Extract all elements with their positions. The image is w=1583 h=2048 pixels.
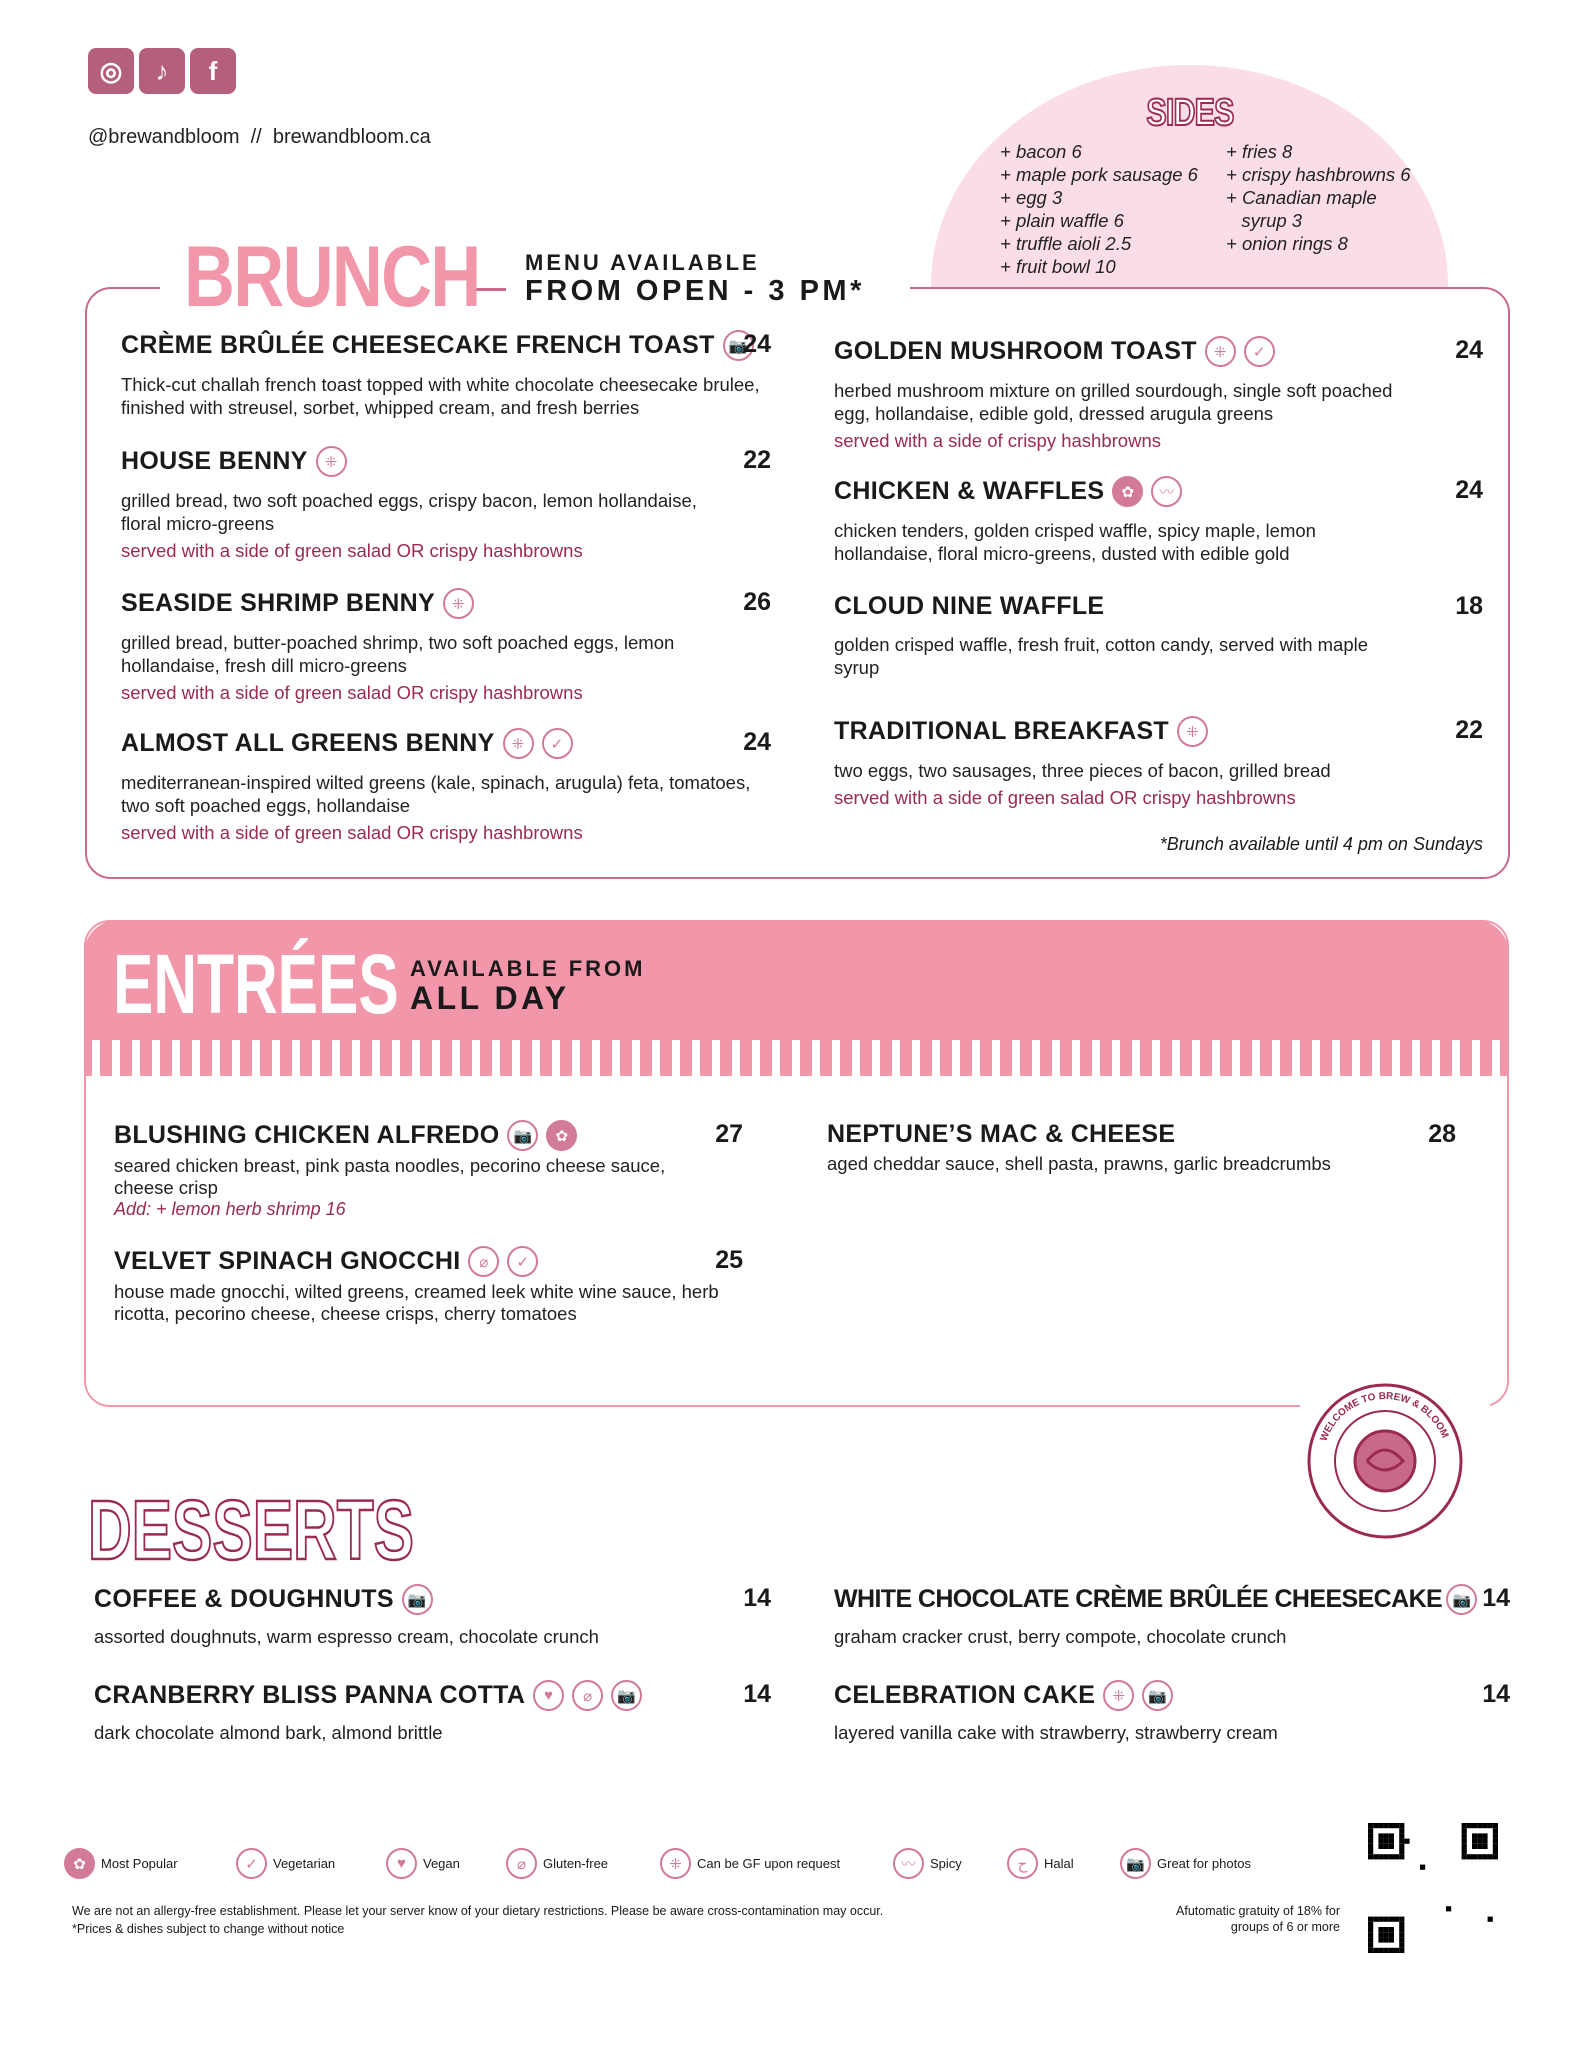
item-name-row bbox=[827, 1120, 1456, 1149]
brunch-item bbox=[834, 716, 1483, 809]
item-description: chicken tenders, golden crisped waffle, spicy maple, lemon hollandaise, floral micro-greens, dusted with edible gold bbox=[834, 520, 1316, 564]
desserts-item bbox=[834, 1680, 1510, 1744]
item-name: VELVET SPINACH GNOCCHI bbox=[114, 1247, 461, 1275]
legend-label: Vegetarian bbox=[273, 1856, 336, 1871]
legend-label: Gluten-free bbox=[543, 1856, 609, 1871]
vegan-icon: ♥ bbox=[386, 1848, 417, 1879]
item-price: 24 bbox=[743, 330, 771, 358]
item-price: 14 bbox=[743, 1584, 771, 1612]
item-name: TRADITIONAL BREAKFAST bbox=[834, 717, 1169, 745]
gf-request-icon: ⁜ bbox=[316, 446, 347, 477]
item-price: 25 bbox=[715, 1246, 743, 1274]
social-handle[interactable]: @brewandbloom // brewandbloom.ca bbox=[88, 126, 431, 148]
badge-text: WELCOME TO BREW & BLOOM bbox=[1318, 1390, 1451, 1443]
item-description: Thick-cut challah french toast topped with white chocolate cheesecake brulee, finished with streusel, sorbet, whipped cream, and fresh berries bbox=[121, 374, 760, 418]
camera-icon: 📷 bbox=[1120, 1848, 1151, 1879]
brunch-note: *Brunch available until 4 pm on Sundays bbox=[1159, 834, 1483, 854]
brunch-item bbox=[834, 476, 1483, 565]
sides-list-1 bbox=[1000, 140, 1198, 278]
legend-label: Great for photos bbox=[1157, 1856, 1251, 1871]
item-price: 14 bbox=[1482, 1680, 1510, 1708]
item-name-row bbox=[94, 1680, 771, 1711]
item-name-row bbox=[121, 446, 771, 477]
item-price: 28 bbox=[1428, 1120, 1456, 1148]
item-name-row bbox=[121, 728, 771, 759]
halal-icon: ح bbox=[1007, 1848, 1038, 1879]
gluten-free-icon: ⌀ bbox=[572, 1680, 603, 1711]
sides-title: SIDES bbox=[1146, 92, 1234, 134]
facebook-icon[interactable]: f bbox=[190, 48, 236, 94]
side-item: + truffle aioli 2.5 bbox=[1000, 233, 1132, 254]
item-name: WHITE CHOCOLATE CRÈME BRÛLÉE CHEESECAKE bbox=[834, 1585, 1443, 1613]
item-description: two eggs, two sausages, three pieces of bacon, grilled bread bbox=[834, 760, 1331, 781]
desserts-item bbox=[834, 1584, 1510, 1648]
gf-request-icon: ⁜ bbox=[1177, 716, 1208, 747]
price-notice: *Prices & dishes subject to change without notice bbox=[72, 1922, 345, 1936]
item-price: 24 bbox=[1455, 336, 1483, 364]
item-name-row bbox=[834, 1680, 1510, 1711]
brunch-hours: FROM OPEN - 3 PM* bbox=[525, 275, 865, 307]
item-name-row bbox=[114, 1246, 743, 1277]
legend-item bbox=[660, 1848, 840, 1879]
item-price: 14 bbox=[1482, 1584, 1510, 1612]
item-price: 27 bbox=[715, 1120, 743, 1148]
item-price: 14 bbox=[743, 1680, 771, 1708]
brunch-item bbox=[121, 588, 771, 704]
legend-label: Spicy bbox=[930, 1856, 962, 1871]
brunch-item bbox=[121, 446, 771, 562]
item-description: house made gnocchi, wilted greens, creamed leek white wine sauce, herb ricotta, pecorino cheese, cheese crisps, cherry tomatoes bbox=[114, 1281, 719, 1324]
side-item: + plain waffle 6 bbox=[1000, 210, 1124, 231]
brunch-title: BRUNCH bbox=[184, 229, 480, 325]
side-item: + Canadian maple bbox=[1226, 187, 1377, 208]
item-name: CLOUD NINE WAFFLE bbox=[834, 592, 1105, 620]
item-price: 24 bbox=[1455, 476, 1483, 504]
brunch-item bbox=[121, 728, 771, 844]
camera-icon: 📷 bbox=[1142, 1680, 1173, 1711]
item-name: SEASIDE SHRIMP BENNY bbox=[121, 589, 435, 617]
legend-item bbox=[64, 1848, 178, 1879]
camera-icon: 📷 bbox=[611, 1680, 642, 1711]
gf-request-icon: ⁜ bbox=[443, 588, 474, 619]
desserts-title: DESSERTS bbox=[88, 1483, 415, 1577]
entrees-item bbox=[827, 1120, 1456, 1175]
item-name-row bbox=[94, 1584, 771, 1615]
camera-icon: 📷 bbox=[1446, 1584, 1477, 1615]
served-with-note: served with a side of green salad OR crispy hashbrowns bbox=[121, 822, 583, 843]
tiktok-icon[interactable]: ♪ bbox=[139, 48, 185, 94]
served-with-note: served with a side of green salad OR crispy hashbrowns bbox=[121, 540, 583, 561]
item-price: 26 bbox=[743, 588, 771, 616]
add-on-note: Add: + lemon herb shrimp 16 bbox=[114, 1199, 346, 1219]
popular-icon: ✿ bbox=[64, 1848, 95, 1879]
item-description: graham cracker crust, berry compote, chocolate crunch bbox=[834, 1626, 1287, 1647]
side-item: + onion rings 8 bbox=[1226, 233, 1348, 254]
stripes-decoration bbox=[92, 1040, 1502, 1076]
item-name: NEPTUNE’S MAC & CHEESE bbox=[827, 1120, 1176, 1148]
popular-icon: ✿ bbox=[546, 1120, 577, 1151]
side-item: syrup 3 bbox=[1226, 210, 1303, 231]
item-name-row bbox=[834, 476, 1483, 507]
item-name-row bbox=[834, 716, 1483, 747]
item-name: BLUSHING CHICKEN ALFREDO bbox=[114, 1121, 500, 1149]
legend-item bbox=[893, 1848, 962, 1879]
served-with-note: served with a side of green salad OR crispy hashbrowns bbox=[834, 787, 1296, 808]
gf-request-icon: ⁜ bbox=[1205, 336, 1236, 367]
legend-item bbox=[386, 1848, 460, 1879]
entrees-subtitle: AVAILABLE FROM bbox=[410, 956, 646, 981]
entrees-item bbox=[114, 1120, 743, 1220]
side-item: + egg 3 bbox=[1000, 187, 1063, 208]
item-name-row bbox=[834, 1584, 1510, 1615]
item-name: HOUSE BENNY bbox=[121, 447, 308, 475]
gf-request-icon: ⁜ bbox=[503, 728, 534, 759]
entrees-title: ENTRÉES bbox=[113, 937, 399, 1031]
vegan-icon: ♥ bbox=[533, 1680, 564, 1711]
item-name-row bbox=[121, 588, 771, 619]
item-name-row bbox=[834, 592, 1483, 621]
welcome-badge-logo bbox=[1305, 1381, 1465, 1541]
qr-code[interactable] bbox=[1368, 1823, 1498, 1953]
brunch-item bbox=[834, 336, 1483, 452]
gluten-free-icon: ⌀ bbox=[468, 1246, 499, 1277]
side-item: + fruit bowl 10 bbox=[1000, 256, 1116, 277]
legend-label: Most Popular bbox=[101, 1856, 178, 1871]
item-description: grilled bread, butter-poached shrimp, two soft poached eggs, lemon hollandaise, fresh dill micro-greens bbox=[121, 632, 675, 676]
legend-item bbox=[1007, 1848, 1074, 1879]
item-description: assorted doughnuts, warm espresso cream, chocolate crunch bbox=[94, 1626, 599, 1647]
legend-item bbox=[1120, 1848, 1251, 1879]
popular-icon: ✿ bbox=[1112, 476, 1143, 507]
gluten-free-icon: ⌀ bbox=[506, 1848, 537, 1879]
gf-request-icon: ⁜ bbox=[1103, 1680, 1134, 1711]
camera-icon: 📷 bbox=[723, 330, 754, 361]
item-description: aged cheddar sauce, shell pasta, prawns, garlic breadcrumbs bbox=[827, 1153, 1331, 1174]
served-with-note: served with a side of green salad OR crispy hashbrowns bbox=[121, 682, 583, 703]
legend-label: Vegan bbox=[423, 1856, 460, 1871]
side-item: + crispy hashbrowns 6 bbox=[1226, 164, 1411, 185]
sides-list-2 bbox=[1226, 140, 1411, 255]
item-price: 18 bbox=[1455, 592, 1483, 620]
item-name-row bbox=[834, 336, 1483, 367]
item-description: golden crisped waffle, fresh fruit, cotton candy, served with maple syrup bbox=[834, 634, 1369, 678]
spicy-icon: 〰 bbox=[893, 1848, 924, 1879]
legend-label: Can be GF upon request bbox=[697, 1856, 841, 1871]
brunch-subtitle: MENU AVAILABLE bbox=[525, 250, 760, 275]
item-name: GOLDEN MUSHROOM TOAST bbox=[834, 337, 1197, 365]
item-price: 22 bbox=[1455, 716, 1483, 744]
item-name: ALMOST ALL GREENS BENNY bbox=[121, 729, 495, 757]
item-description: mediterranean-inspired wilted greens (kale, spinach, arugula) feta, tomatoes, two soft poached eggs, hollandaise bbox=[121, 772, 751, 816]
item-name: CRÈME BRÛLÉE CHEESECAKE FRENCH TOAST bbox=[121, 331, 715, 359]
brunch-item bbox=[121, 330, 771, 419]
item-price: 24 bbox=[743, 728, 771, 756]
desserts-item bbox=[94, 1680, 771, 1744]
item-price: 22 bbox=[743, 446, 771, 474]
item-description: layered vanilla cake with strawberry, strawberry cream bbox=[834, 1722, 1278, 1743]
side-item: + maple pork sausage 6 bbox=[1000, 164, 1198, 185]
camera-icon: 📷 bbox=[507, 1120, 538, 1151]
vegetarian-icon: ✓ bbox=[1244, 336, 1275, 367]
entrees-hours: ALL DAY bbox=[410, 980, 570, 1016]
side-item: + bacon 6 bbox=[1000, 141, 1082, 162]
gratuity-notice: Afutomatic gratuity of 18% for groups of 6 or more bbox=[1176, 1904, 1340, 1934]
camera-icon: 📷 bbox=[402, 1584, 433, 1615]
item-description: seared chicken breast, pink pasta noodles, pecorino cheese sauce, cheese crisp bbox=[114, 1155, 666, 1198]
served-with-note: served with a side of crispy hashbrowns bbox=[834, 430, 1161, 451]
item-name: CELEBRATION CAKE bbox=[834, 1681, 1096, 1709]
item-name-row bbox=[114, 1120, 743, 1151]
vegetarian-icon: ✓ bbox=[507, 1246, 538, 1277]
brunch-item bbox=[834, 592, 1483, 679]
instagram-icon[interactable]: ◎ bbox=[88, 48, 134, 94]
vegetarian-icon: ✓ bbox=[236, 1848, 267, 1879]
item-name-row bbox=[121, 330, 771, 361]
item-description: grilled bread, two soft poached eggs, crispy bacon, lemon hollandaise, floral micro-greens bbox=[121, 490, 697, 534]
allergy-notice: We are not an allergy-free establishment. Please let your server know of your dietary restrictions. Please be aware cross-contamination may occur. bbox=[72, 1904, 884, 1918]
legend-item bbox=[506, 1848, 608, 1879]
entrees-item bbox=[114, 1246, 743, 1325]
gf-request-icon: ⁜ bbox=[660, 1848, 691, 1879]
item-name: COFFEE & DOUGHNUTS bbox=[94, 1585, 394, 1613]
spicy-icon: 〰 bbox=[1151, 476, 1182, 507]
item-description: herbed mushroom mixture on grilled sourdough, single soft poached egg, hollandaise, edible gold, dressed arugula greens bbox=[834, 380, 1393, 424]
legend-label: Halal bbox=[1044, 1856, 1074, 1871]
item-name: CHICKEN & WAFFLES bbox=[834, 477, 1105, 505]
vegetarian-icon: ✓ bbox=[542, 728, 573, 759]
item-description: dark chocolate almond bark, almond brittle bbox=[94, 1722, 443, 1743]
desserts-item bbox=[94, 1584, 771, 1648]
item-name: CRANBERRY BLISS PANNA COTTA bbox=[94, 1681, 526, 1709]
legend-item bbox=[236, 1848, 335, 1879]
side-item: + fries 8 bbox=[1226, 141, 1293, 162]
